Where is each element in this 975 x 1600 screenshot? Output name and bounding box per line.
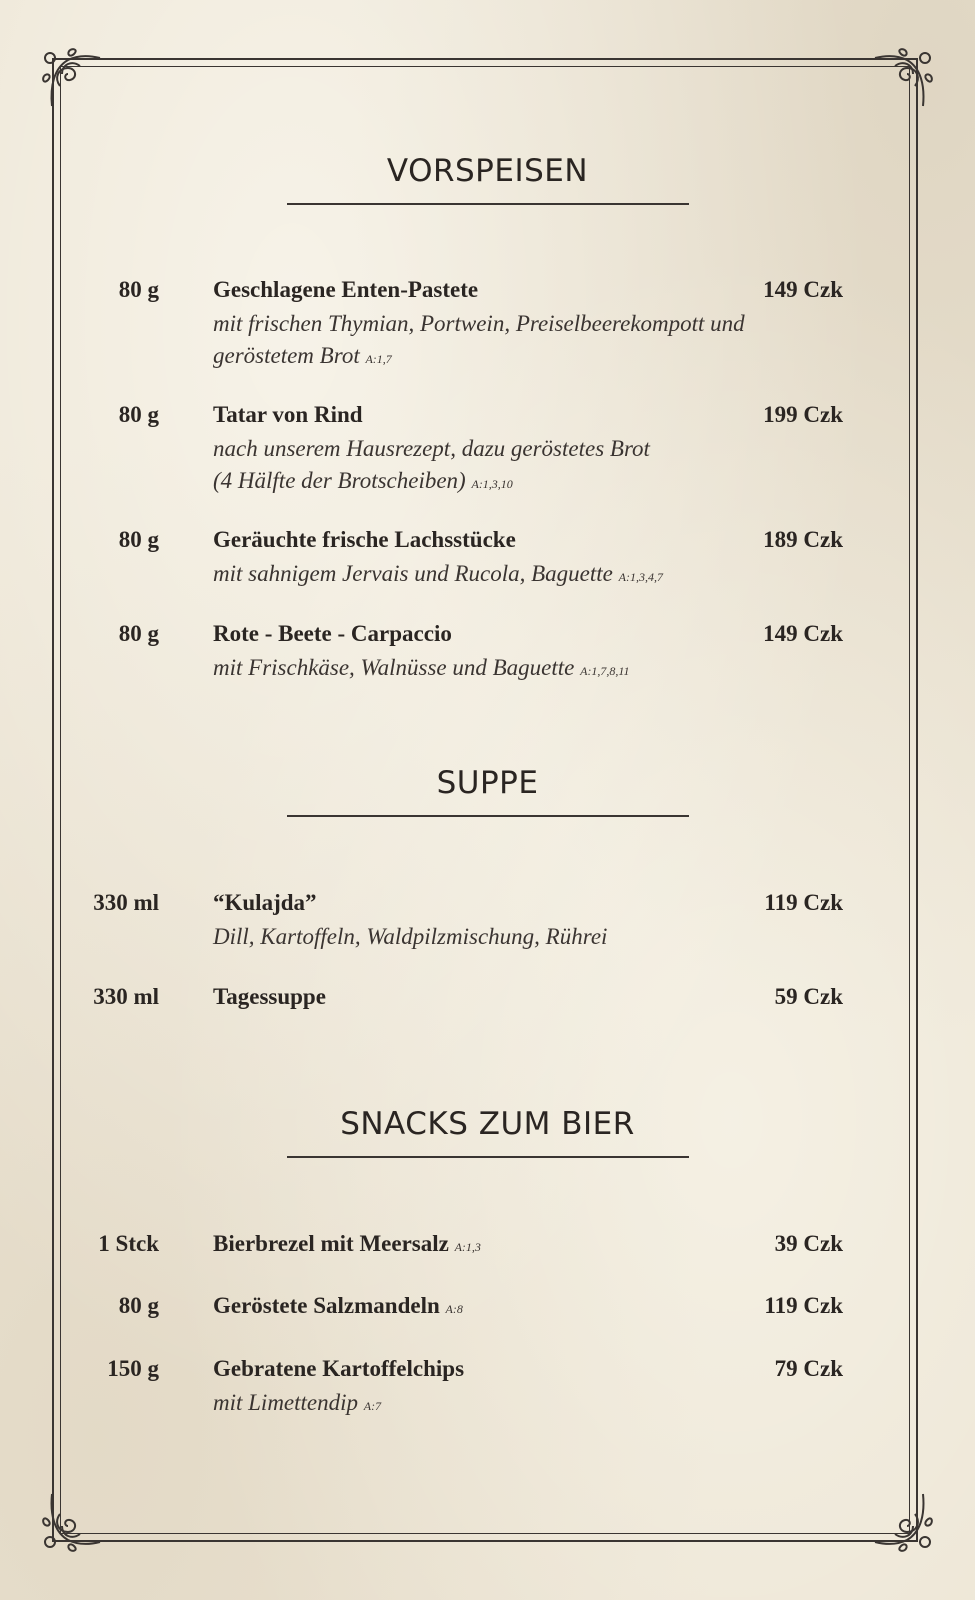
item-name: Geschlagene Enten-Pastete	[213, 277, 479, 302]
item-quantity: 80 g	[118, 277, 159, 302]
section-title-suppe: SUPPE	[436, 765, 539, 801]
item-description-line: Dill, Kartoffeln, Waldpilzmischung, Rührei	[213, 924, 608, 949]
item-description	[213, 308, 813, 375]
item-price: 119 Czk	[764, 1293, 843, 1318]
section-divider	[287, 1156, 689, 1158]
item-name: Rote - Beete - Carpaccio	[213, 621, 452, 646]
item-allergens: A:8	[445, 1302, 463, 1316]
item-description-line: (4 Hälfte der Brotscheiben)	[213, 468, 466, 493]
item-name: Gebratene Kartoffelchips	[213, 1356, 465, 1381]
item-description-line: mit Frischkäse, Walnüsse und Baguette	[213, 655, 575, 680]
item-description-line: mit frischen Thymian, Portwein, Preiselbeerekompott und	[213, 311, 745, 336]
ornament-corner-icon	[40, 46, 102, 108]
item-name: Geräuchte frische Lachsstücke	[213, 527, 516, 552]
section-title-snacks-zum-bier: SNACKS ZUM BIER	[340, 1106, 635, 1142]
item-name-text: Bierbrezel mit Meersalz	[213, 1231, 449, 1256]
item-allergens: A:1,7	[365, 352, 392, 366]
item-price: 59 Czk	[774, 984, 843, 1009]
item-description-line: nach unserem Hausrezept, dazu geröstetes Brot	[213, 436, 650, 461]
item-description	[213, 921, 813, 953]
item-quantity: 1 Stck	[98, 1231, 159, 1256]
item-quantity: 80 g	[118, 402, 159, 427]
item-price: 39 Czk	[774, 1231, 843, 1256]
item-description-line: mit Limettendip	[213, 1390, 359, 1415]
section-divider	[287, 815, 689, 817]
item-description	[213, 558, 813, 593]
ornament-corner-icon	[873, 46, 935, 108]
item-name	[213, 1293, 463, 1319]
item-quantity: 330 ml	[93, 890, 159, 915]
item-description	[213, 1387, 813, 1422]
item-allergens: A:7	[363, 1399, 382, 1413]
item-name-text: Geröstete Salzmandeln	[213, 1293, 440, 1318]
item-allergens: A:1,3,10	[471, 477, 513, 491]
item-quantity: 150 g	[107, 1356, 159, 1381]
section-divider	[287, 203, 689, 205]
item-name: Tagessuppe	[213, 984, 326, 1009]
item-description-line: geröstetem Brot	[213, 343, 360, 368]
item-quantity: 330 ml	[93, 984, 159, 1009]
item-description	[213, 652, 813, 687]
item-quantity: 80 g	[118, 527, 159, 552]
item-price: 79 Czk	[774, 1356, 843, 1381]
item-quantity: 80 g	[118, 621, 159, 646]
section-title-vorspeisen: VORSPEISEN	[386, 153, 589, 189]
item-allergens: A:1,3	[454, 1240, 481, 1254]
item-description-line: mit sahnigem Jervais und Rucola, Baguette	[213, 561, 613, 586]
item-allergens: A:1,7,8,11	[580, 664, 630, 678]
item-price: 149 Czk	[763, 621, 843, 646]
item-description	[213, 433, 813, 500]
item-price: 119 Czk	[764, 890, 843, 915]
item-price: 199 Czk	[763, 402, 843, 427]
item-price: 189 Czk	[763, 527, 843, 552]
item-price: 149 Czk	[763, 277, 843, 302]
item-name	[213, 1231, 481, 1257]
ornament-corner-icon	[40, 1492, 102, 1554]
item-name: “Kulajda”	[213, 890, 317, 915]
item-quantity: 80 g	[118, 1293, 159, 1318]
ornament-corner-icon	[873, 1492, 935, 1554]
item-allergens: A:1,3,4,7	[618, 570, 663, 584]
item-name: Tatar von Rind	[213, 402, 363, 427]
